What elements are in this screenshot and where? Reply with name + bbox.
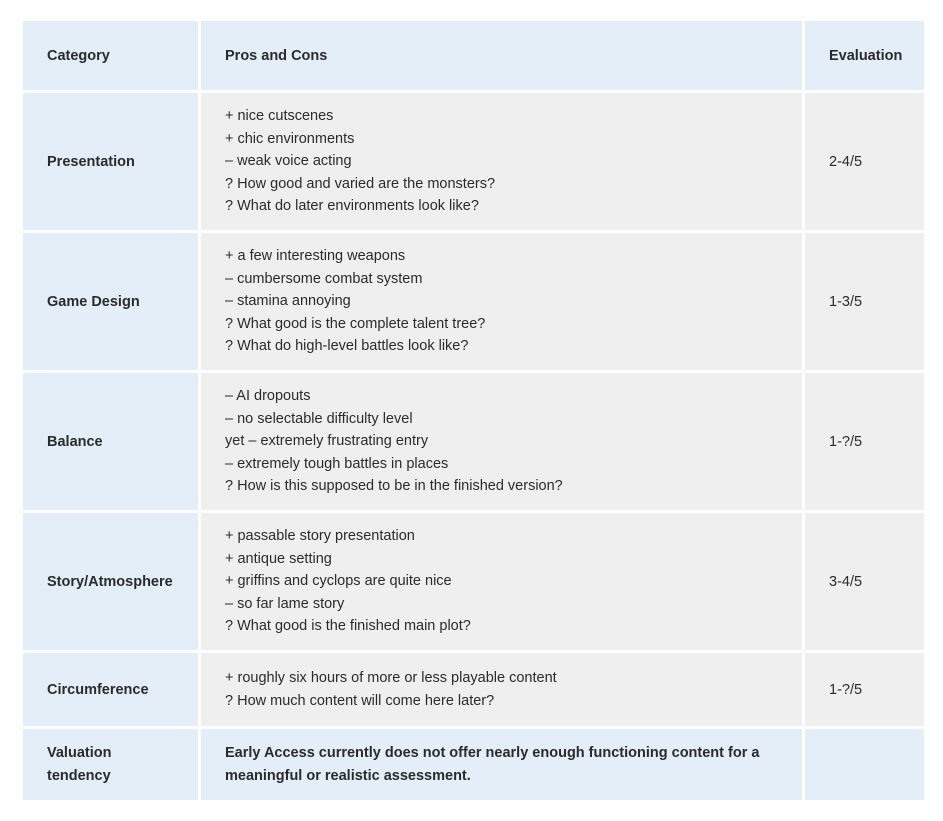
- pros-cons-item: ? What good is the finished main plot?: [225, 618, 471, 635]
- row-category: Circumference: [22, 652, 200, 728]
- header-pros-cons: Pros and Cons: [200, 20, 804, 92]
- footer-evaluation: [804, 728, 926, 802]
- pros-cons-item: ? How good and varied are the monsters?: [225, 175, 496, 192]
- row-pros-cons: [200, 512, 804, 652]
- pros-cons-item: + a few interesting weapons: [225, 248, 406, 265]
- row-evaluation: 2-4/5: [804, 92, 926, 232]
- pros-cons-item: ? How is this supposed to be in the finished version?: [225, 478, 563, 495]
- table-header-row: [22, 20, 926, 92]
- pros-cons-item: yet – extremely frustrating entry: [225, 433, 429, 450]
- pros-cons-item: – so far lame story: [225, 595, 345, 612]
- row-evaluation: 1-?/5: [804, 372, 926, 512]
- table-row: [22, 652, 926, 728]
- row-category: Presentation: [22, 92, 200, 232]
- row-category: Story/Atmosphere: [22, 512, 200, 652]
- row-evaluation: 3-4/5: [804, 512, 926, 652]
- row-category: Balance: [22, 372, 200, 512]
- table-row: [22, 92, 926, 232]
- pros-cons-item: – stamina annoying: [225, 293, 351, 310]
- pros-cons-item: + passable story presentation: [225, 528, 415, 545]
- header-evaluation: Evaluation: [804, 20, 926, 92]
- footer-category-line: tendency: [47, 767, 111, 784]
- footer-category: [22, 728, 200, 802]
- pros-cons-item: ? What do later environments look like?: [225, 198, 479, 215]
- pros-cons-item: + griffins and cyclops are quite nice: [225, 573, 452, 590]
- row-pros-cons: [200, 372, 804, 512]
- row-evaluation: 1-3/5: [804, 232, 926, 372]
- table-footer-row: [22, 728, 926, 802]
- pros-cons-item: ? How much content will come here later?: [225, 692, 495, 709]
- header-category: Category: [22, 20, 200, 92]
- row-pros-cons: [200, 652, 804, 728]
- row-category: Game Design: [22, 232, 200, 372]
- review-table: [20, 18, 927, 803]
- row-evaluation: 1-?/5: [804, 652, 926, 728]
- pros-cons-item: – weak voice acting: [225, 153, 352, 170]
- pros-cons-item: + nice cutscenes: [225, 108, 334, 125]
- pros-cons-item: + antique setting: [225, 550, 332, 567]
- pros-cons-item: – no selectable difficulty level: [225, 410, 413, 427]
- pros-cons-item: ? What do high-level battles look like?: [225, 338, 469, 355]
- table-row: [22, 372, 926, 512]
- pros-cons-item: + roughly six hours of more or less playable content: [225, 670, 557, 686]
- row-pros-cons: [200, 92, 804, 232]
- review-table-container: [20, 18, 924, 803]
- pros-cons-item: ? What good is the complete talent tree?: [225, 315, 486, 332]
- footer-summary-line: meaningful or realistic assessment.: [225, 767, 471, 784]
- footer-summary: [200, 728, 804, 802]
- row-pros-cons: [200, 232, 804, 372]
- footer-summary-line: Early Access currently does not offer nearly enough functioning content for a: [225, 744, 760, 761]
- pros-cons-item: – cumbersome combat system: [225, 270, 423, 287]
- pros-cons-item: + chic environments: [225, 130, 355, 147]
- table-row: [22, 232, 926, 372]
- pros-cons-item: – AI dropouts: [225, 388, 311, 405]
- table-row: [22, 512, 926, 652]
- pros-cons-item: – extremely tough battles in places: [225, 455, 449, 472]
- footer-category-line: Valuation: [47, 744, 112, 761]
